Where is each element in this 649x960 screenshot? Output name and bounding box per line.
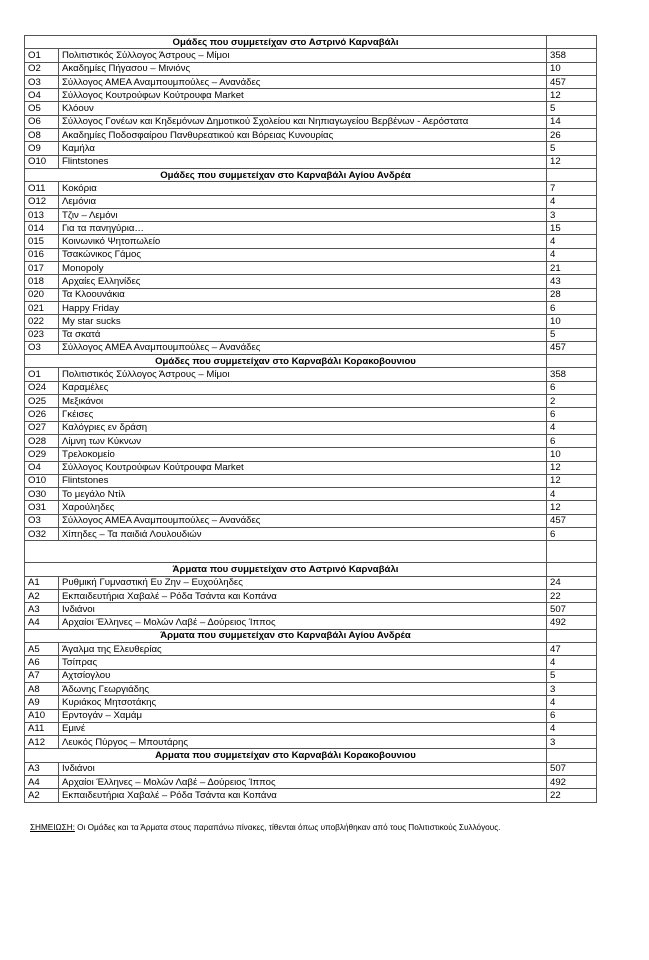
row-count: 358: [547, 49, 597, 62]
row-count: 4: [547, 248, 597, 261]
table-row: [25, 288, 597, 301]
spacer-row: [25, 541, 597, 563]
row-name: Κλόουν: [59, 102, 547, 115]
row-name: Κυριάκος Μητσοτάκης: [59, 696, 547, 709]
table-row: [25, 208, 597, 221]
row-name: Γκέισες: [59, 408, 547, 421]
row-code: 014: [25, 222, 59, 235]
section-header-blank: [547, 355, 597, 368]
row-name: Monopoly: [59, 262, 547, 275]
table-row: [25, 722, 597, 735]
section-title: Άρματα που συμμετείχαν στο Αστρινό Καρναβάλι: [25, 563, 547, 576]
table-row: [25, 656, 597, 669]
section-header-blank: [547, 168, 597, 181]
table-row: [25, 195, 597, 208]
row-name: Εκπαιδευτήρια Χαβαλέ – Ρόδα Τσάντα και Κοπάνα: [59, 589, 547, 602]
row-count: 4: [547, 696, 597, 709]
row-name: Τρελοκομείο: [59, 448, 547, 461]
row-code: Ο4: [25, 89, 59, 102]
row-code: Α5: [25, 643, 59, 656]
table-row: [25, 275, 597, 288]
row-count: 4: [547, 195, 597, 208]
row-count: 6: [547, 301, 597, 314]
footnote: [30, 823, 500, 832]
row-name: Για τα πανηγύρια…: [59, 222, 547, 235]
table-row: [25, 501, 597, 514]
row-code: Ο8: [25, 129, 59, 142]
row-count: 12: [547, 155, 597, 168]
row-code: Α4: [25, 776, 59, 789]
table-row: [25, 142, 597, 155]
row-name: Εμινέ: [59, 722, 547, 735]
table-row: [25, 381, 597, 394]
row-code: Α2: [25, 789, 59, 802]
row-count: 43: [547, 275, 597, 288]
row-count: 12: [547, 501, 597, 514]
row-code: 017: [25, 262, 59, 275]
section-title: Αρματα που συμμετείχαν στο Καρναβάλι Κορακοβουνιου: [25, 749, 547, 762]
row-code: 015: [25, 235, 59, 248]
row-count: 4: [547, 235, 597, 248]
row-count: 21: [547, 262, 597, 275]
row-code: Α12: [25, 736, 59, 749]
row-code: Ο3: [25, 514, 59, 527]
row-count: 457: [547, 514, 597, 527]
row-name: Ρυθμική Γυμναστική Ευ Ζην – Ευχούληδες: [59, 576, 547, 589]
row-code: Ο1: [25, 368, 59, 381]
table-row: [25, 736, 597, 749]
row-count: 5: [547, 102, 597, 115]
row-count: 14: [547, 115, 597, 128]
row-code: 023: [25, 328, 59, 341]
table-row: [25, 62, 597, 75]
table-row: [25, 315, 597, 328]
row-count: 6: [547, 709, 597, 722]
row-name: Σύλλογος Κουτρούφων Κούτρουφα Market: [59, 461, 547, 474]
table-row: [25, 576, 597, 589]
section-header-row: [25, 749, 597, 762]
table-row: [25, 682, 597, 695]
table-row: [25, 643, 597, 656]
row-count: 12: [547, 89, 597, 102]
row-code: Ο2: [25, 62, 59, 75]
row-name: Σύλλογος ΑΜΕΑ Αναμπουμπούλες – Ανανάδες: [59, 514, 547, 527]
row-count: 4: [547, 488, 597, 501]
row-code: 013: [25, 208, 59, 221]
section-title: Ομάδες που συμμετείχαν στο Αστρινό Καρναβάλι: [25, 36, 547, 49]
row-count: 6: [547, 434, 597, 447]
table-row: [25, 696, 597, 709]
row-code: Ο10: [25, 474, 59, 487]
table-row: [25, 182, 597, 195]
table-row: [25, 75, 597, 88]
section-title: Άρματα που συμμετείχαν στο Καρναβάλι Αγίου Ανδρέα: [25, 629, 547, 642]
section-header-row: [25, 629, 597, 642]
table-row: [25, 235, 597, 248]
row-code: Ο28: [25, 434, 59, 447]
row-count: 4: [547, 656, 597, 669]
row-code: Ο3: [25, 75, 59, 88]
row-name: Αρχαίες Ελληνίδες: [59, 275, 547, 288]
row-count: 12: [547, 461, 597, 474]
row-name: My star sucks: [59, 315, 547, 328]
section-header-blank: [547, 629, 597, 642]
table-row: [25, 527, 597, 540]
row-code: Α4: [25, 616, 59, 629]
table-row: [25, 115, 597, 128]
table-row: [25, 709, 597, 722]
section-title: Ομάδες που συμμετείχαν στο Καρναβάλι Αγίου Ανδρέα: [25, 168, 547, 181]
row-code: Α3: [25, 762, 59, 775]
row-count: 28: [547, 288, 597, 301]
row-code: Ο32: [25, 527, 59, 540]
row-name: Τα σκατά: [59, 328, 547, 341]
row-count: 7: [547, 182, 597, 195]
row-name: Λευκός Πύργος – Μπουτάρης: [59, 736, 547, 749]
row-name: Σύλλογος Κουτρούφων Κούτρουφα Market: [59, 89, 547, 102]
section-header-blank: [547, 36, 597, 49]
row-code: Α2: [25, 589, 59, 602]
row-count: 507: [547, 603, 597, 616]
row-count: 3: [547, 208, 597, 221]
row-name: Τα Κλοουνάκια: [59, 288, 547, 301]
table-row: [25, 603, 597, 616]
row-name: Εκπαιδευτήρια Χαβαλέ – Ρόδα Τσάντα και Κοπάνα: [59, 789, 547, 802]
spacer-cell: [25, 541, 547, 563]
row-count: 26: [547, 129, 597, 142]
row-code: Ο25: [25, 395, 59, 408]
table-row: [25, 421, 597, 434]
row-code: Α8: [25, 682, 59, 695]
row-count: 12: [547, 474, 597, 487]
row-count: 6: [547, 408, 597, 421]
table-row: [25, 514, 597, 527]
row-code: Ο1: [25, 49, 59, 62]
row-code: Ο10: [25, 155, 59, 168]
table-row: [25, 49, 597, 62]
row-code: Α7: [25, 669, 59, 682]
table-row: [25, 461, 597, 474]
row-count: 3: [547, 736, 597, 749]
row-name: Κοινωνικό Ψητοπωλείο: [59, 235, 547, 248]
table-row: [25, 368, 597, 381]
row-count: 4: [547, 722, 597, 735]
row-count: 10: [547, 62, 597, 75]
table-row: [25, 589, 597, 602]
table-row: [25, 488, 597, 501]
row-name: Άδωνης Γεωργιάδης: [59, 682, 547, 695]
row-name: Κοκόρια: [59, 182, 547, 195]
row-code: Α11: [25, 722, 59, 735]
row-code: Ο30: [25, 488, 59, 501]
section-title: Ομάδες που συμμετείχαν στο Καρναβάλι Κορακοβουνιου: [25, 355, 547, 368]
footnote-text: Οι Ομάδες και τα Άρματα στους παραπάνω πίνακες, τίθενται όπως υποβλήθηκαν από τους Πολιτιστικούς Συλλόγους.: [74, 823, 501, 832]
spacer-cell: [547, 541, 597, 563]
row-name: Άγαλμα της Ελευθερίας: [59, 643, 547, 656]
table-row: [25, 669, 597, 682]
row-name: Happy Friday: [59, 301, 547, 314]
section-header-row: [25, 563, 597, 576]
table-row: [25, 408, 597, 421]
row-count: 6: [547, 381, 597, 394]
row-count: 492: [547, 776, 597, 789]
row-name: Αρχαίοι Έλληνες – Μολών Λαβέ – Δούρειος Ίππος: [59, 776, 547, 789]
row-name: Ερντογάν – Χαμάμ: [59, 709, 547, 722]
table-row: [25, 434, 597, 447]
row-name: Τσακώνικος Γάμος: [59, 248, 547, 261]
row-count: 358: [547, 368, 597, 381]
table-row: [25, 301, 597, 314]
row-code: 020: [25, 288, 59, 301]
row-code: Ο12: [25, 195, 59, 208]
table-row: [25, 616, 597, 629]
row-count: 47: [547, 643, 597, 656]
row-name: Σύλλογος Γονέων και Κηδεμόνων Δημοτικού Σχολείου και Νηπιαγωγείου Βερβένων - Αερόστατα: [59, 115, 547, 128]
row-code: Ο11: [25, 182, 59, 195]
row-name: Καμήλα: [59, 142, 547, 155]
row-name: Αχτσίογλου: [59, 669, 547, 682]
row-name: Λίμνη των Κύκνων: [59, 434, 547, 447]
row-code: Ο4: [25, 461, 59, 474]
row-count: 507: [547, 762, 597, 775]
row-code: Α6: [25, 656, 59, 669]
table-row: [25, 248, 597, 261]
row-name: Ινδιάνοι: [59, 603, 547, 616]
row-count: 457: [547, 75, 597, 88]
row-count: 22: [547, 589, 597, 602]
table-row: [25, 222, 597, 235]
row-count: 22: [547, 789, 597, 802]
row-name: Καραμέλες: [59, 381, 547, 394]
row-name: Καλόγριες εν δράση: [59, 421, 547, 434]
table-row: [25, 155, 597, 168]
row-count: 15: [547, 222, 597, 235]
table-row: [25, 776, 597, 789]
footnote-label: ΣΗΜΕΙΩΣΗ:: [30, 823, 75, 832]
row-code: Α1: [25, 576, 59, 589]
row-code: Ο3: [25, 341, 59, 354]
section-header-blank: [547, 563, 597, 576]
row-count: 6: [547, 527, 597, 540]
row-name: Ακαδημίες Πήγασου – Μινιόνς: [59, 62, 547, 75]
row-code: 016: [25, 248, 59, 261]
row-name: Λεμόνια: [59, 195, 547, 208]
row-code: Ο29: [25, 448, 59, 461]
section-header-blank: [547, 749, 597, 762]
row-name: Τσίπρας: [59, 656, 547, 669]
row-code: Ο6: [25, 115, 59, 128]
row-code: Α10: [25, 709, 59, 722]
row-name: Ινδιάνοι: [59, 762, 547, 775]
row-count: 2: [547, 395, 597, 408]
row-code: 021: [25, 301, 59, 314]
row-code: 018: [25, 275, 59, 288]
row-name: Σύλλογος ΑΜΕΑ Αναμπουμπούλες – Ανανάδες: [59, 341, 547, 354]
row-code: Ο5: [25, 102, 59, 115]
row-name: Αρχαίοι Έλληνες – Μολών Λαβέ – Δούρειος Ίππος: [59, 616, 547, 629]
row-name: Χαρούληδες: [59, 501, 547, 514]
table-row: [25, 262, 597, 275]
row-count: 457: [547, 341, 597, 354]
row-name: Πολιτιστικός Σύλλογος Άστρους – Μίμοι: [59, 49, 547, 62]
row-name: Flintstones: [59, 155, 547, 168]
table-row: [25, 448, 597, 461]
row-code: Ο24: [25, 381, 59, 394]
row-count: 3: [547, 682, 597, 695]
row-name: Μεξικάνοι: [59, 395, 547, 408]
table-row: [25, 129, 597, 142]
row-code: Ο27: [25, 421, 59, 434]
row-count: 5: [547, 328, 597, 341]
row-code: Ο9: [25, 142, 59, 155]
row-code: 022: [25, 315, 59, 328]
section-header-row: [25, 355, 597, 368]
table-row: [25, 762, 597, 775]
row-name: Χίπηδες – Τα παιδιά Λουλουδιών: [59, 527, 547, 540]
row-count: 4: [547, 421, 597, 434]
table-row: [25, 328, 597, 341]
table-row: [25, 474, 597, 487]
row-count: 5: [547, 142, 597, 155]
row-count: 492: [547, 616, 597, 629]
section-header-row: [25, 36, 597, 49]
table-row: [25, 89, 597, 102]
row-count: 5: [547, 669, 597, 682]
row-name: Πολιτιστικός Σύλλογος Άστρους – Μίμοι: [59, 368, 547, 381]
row-code: Ο31: [25, 501, 59, 514]
table-row: [25, 395, 597, 408]
table-row: [25, 341, 597, 354]
row-count: 10: [547, 448, 597, 461]
table-row: [25, 789, 597, 802]
table-row: [25, 102, 597, 115]
participants-table: [24, 35, 597, 803]
row-name: Flintstones: [59, 474, 547, 487]
row-name: Σύλλογος ΑΜΕΑ Αναμπουμπούλες – Ανανάδες: [59, 75, 547, 88]
section-header-row: [25, 168, 597, 181]
row-code: Ο26: [25, 408, 59, 421]
row-name: Το μεγάλο Ντίλ: [59, 488, 547, 501]
row-name: Τζιν – Λεμόνι: [59, 208, 547, 221]
row-code: Α9: [25, 696, 59, 709]
row-count: 24: [547, 576, 597, 589]
row-name: Ακαδημίες Ποδοσφαίρου Πανθυρεατικού και Βόρειας Κυνουρίας: [59, 129, 547, 142]
row-count: 10: [547, 315, 597, 328]
row-code: Α3: [25, 603, 59, 616]
